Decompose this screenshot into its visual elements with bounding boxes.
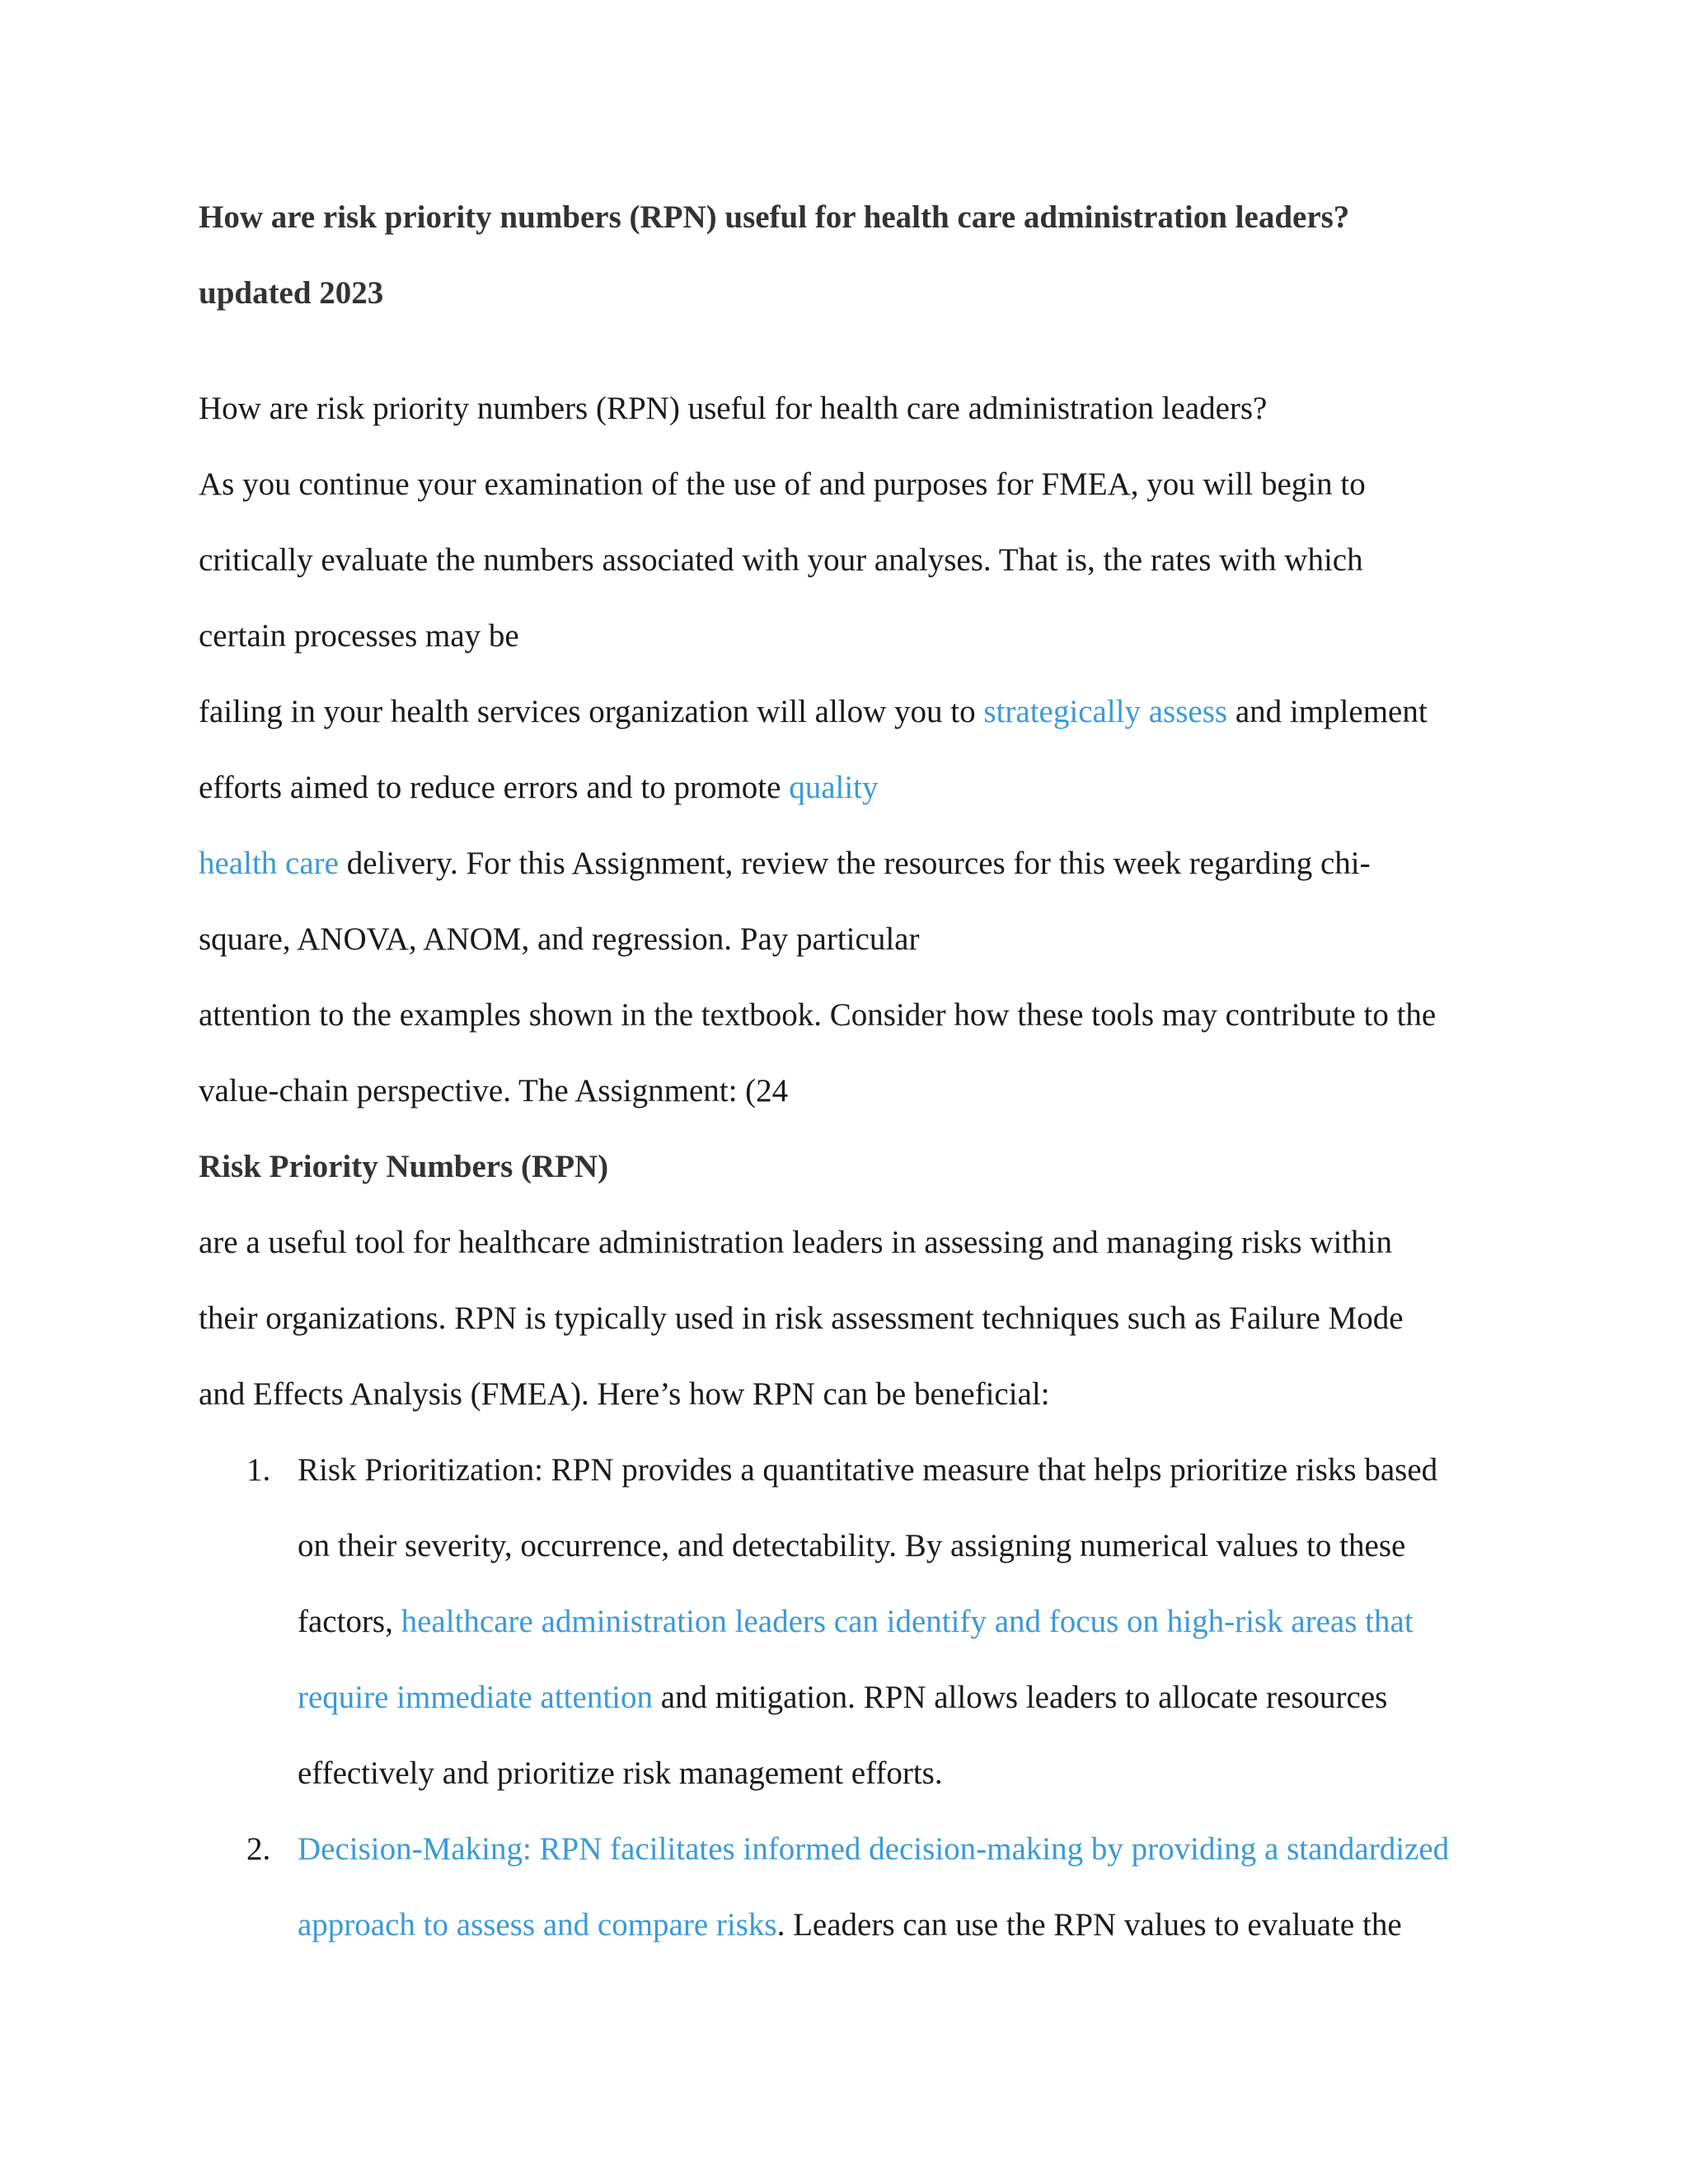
paragraph-line: value-chain perspective. The Assignment: (24 (199, 1073, 789, 1108)
list-line: effectively and prioritize risk management efforts. (298, 1755, 943, 1791)
text-run: and mitigation. RPN allows leaders to allocate resources (653, 1680, 1388, 1715)
link-compare-risks[interactable]: approach to assess and compare risks (298, 1907, 777, 1943)
list-line (298, 1660, 1493, 1736)
section-heading: Risk Priority Numbers (RPN) (199, 1149, 609, 1184)
text-run: . Leaders can use the RPN values to evaluate the (776, 1907, 1402, 1943)
text-run: failing in your health services organization will allow you to (199, 694, 984, 729)
list-item (199, 1432, 1493, 1811)
document-body (199, 180, 1493, 1963)
link-decision-making[interactable]: Decision-Making: RPN facilitates informed decision-making by providing a standardized (298, 1831, 1450, 1867)
link-quality[interactable]: quality (789, 770, 879, 805)
paragraph-line (199, 750, 1493, 826)
link-strategically-assess[interactable]: strategically assess (983, 694, 1228, 729)
link-health-care[interactable]: health care (199, 846, 339, 881)
list-number: 2. (246, 1831, 271, 1867)
paragraph-line: and Effects Analysis (FMEA). Here’s how RPN can be beneficial: (199, 1376, 1050, 1412)
link-immediate-attention[interactable]: require immediate attention (298, 1680, 653, 1715)
paragraph-line (199, 674, 1493, 750)
text-run: and implement (1227, 694, 1428, 729)
paragraph-line: critically evaluate the numbers associated with your analyses. That is, the rates with which (199, 542, 1363, 578)
paragraph-line: certain processes may be (199, 618, 519, 654)
text-run: efforts aimed to reduce errors and to promote (199, 770, 790, 805)
paragraph-line: As you continue your examination of the use of and purposes for FMEA, you will begin to (199, 466, 1366, 502)
benefits-list (199, 1432, 1493, 1963)
spacer (199, 331, 1493, 371)
paragraph-line: attention to the examples shown in the textbook. Consider how these tools may contribute to the (199, 997, 1437, 1033)
paragraph-line: are a useful tool for healthcare administration leaders in assessing and managing risks within (199, 1225, 1393, 1260)
document-title: How are risk priority numbers (RPN) useful for health care administration leaders? (199, 199, 1350, 235)
list-line (298, 1811, 1493, 1887)
list-line: Risk Prioritization: RPN provides a quantitative measure that helps prioritize risks based (298, 1452, 1438, 1488)
document-subtitle: updated 2023 (199, 275, 384, 311)
text-run: factors, (298, 1604, 401, 1639)
list-item (199, 1811, 1493, 1963)
paragraph-line: their organizations. RPN is typically used in risk assessment techniques such as Failure Mode (199, 1301, 1404, 1336)
list-line (298, 1584, 1493, 1660)
text-run: delivery. For this Assignment, review the resources for this week regarding chi- (338, 846, 1371, 881)
list-line: on their severity, occurrence, and detectability. By assigning numerical values to these (298, 1528, 1406, 1563)
list-number: 1. (246, 1452, 271, 1488)
link-high-risk-areas[interactable]: healthcare administration leaders can identify and focus on high-risk areas that (401, 1604, 1414, 1639)
paragraph-line: square, ANOVA, ANOM, and regression. Pay particular (199, 921, 920, 957)
paragraph-line (199, 826, 1493, 902)
list-line (298, 1887, 1493, 1963)
paragraph-line: How are risk priority numbers (RPN) useful for health care administration leaders? (199, 391, 1268, 426)
